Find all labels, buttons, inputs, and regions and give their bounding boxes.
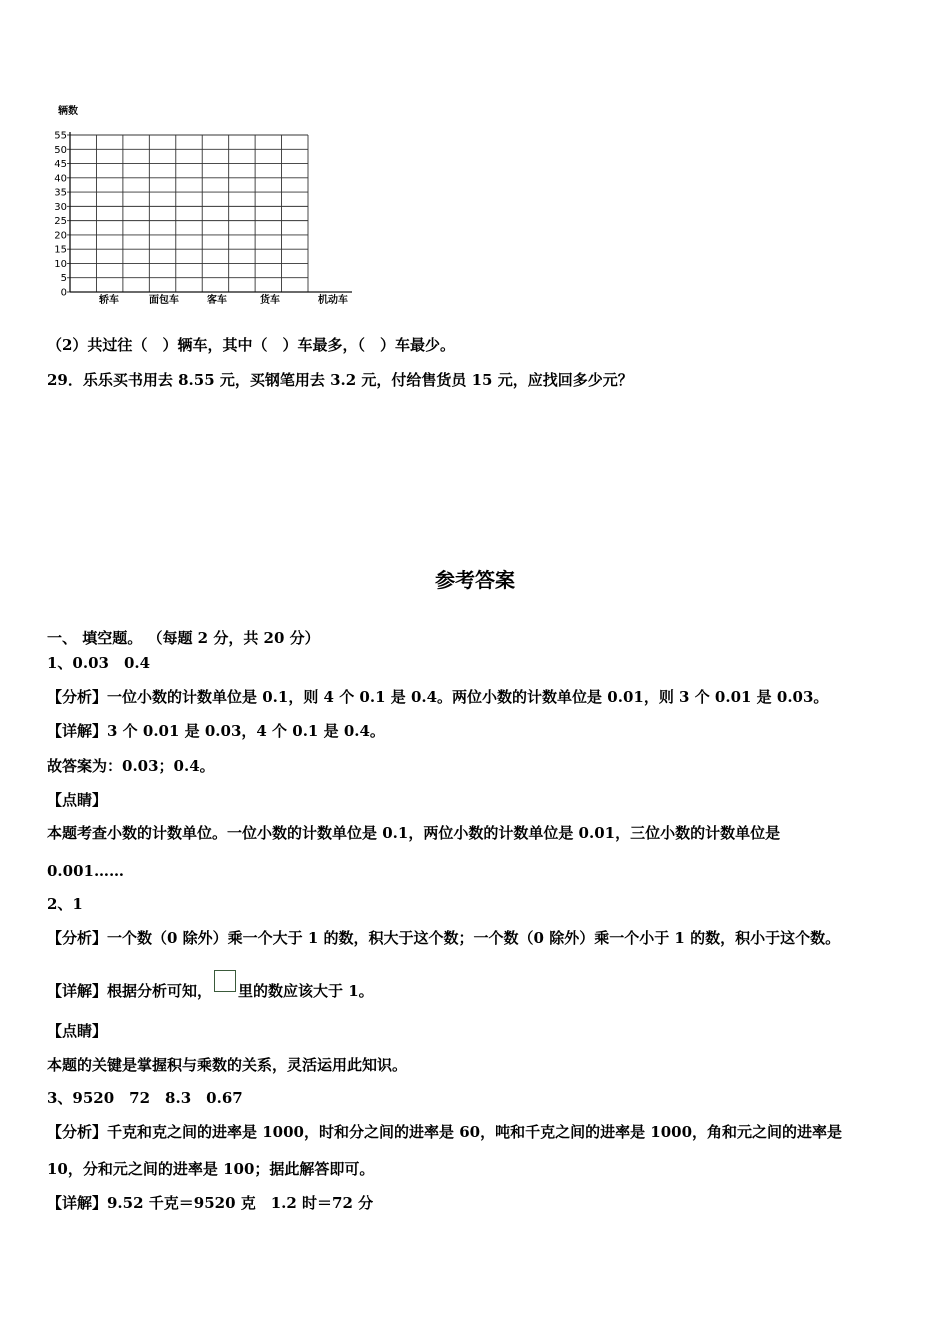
blank-box-icon (214, 970, 236, 992)
answer-1-analysis: 【分析】一位小数的计数单位是 0.1，则 4 个 0.1 是 0.4。两位小数的计数单位是 0.01，则 3 个 0.01 是 0.03。 (47, 688, 829, 706)
answer-3-analysis-line-1: 【分析】千克和克之间的进率是 1000，时和分之间的进率是 60，吨和千克之间的进率是 1000，角和元之间的进率是 (47, 1123, 843, 1141)
x-category-label: 面包车 (149, 295, 179, 306)
x-category-label: 货车 (260, 295, 280, 306)
answer-2-comment: 本题的关键是掌握积与乘数的关系，灵活运用此知识。 (47, 1056, 408, 1074)
section-heading: 一、 填空题。 （每题 2 分，共 20 分） (47, 629, 320, 647)
answer-3-detail: 【详解】9.52 千克＝9520 克 1.2 时＝72 分 (47, 1194, 374, 1212)
x-category-label: 机动车 (318, 295, 348, 306)
answer-1-detail: 【详解】3 个 0.01 是 0.03，4 个 0.1 是 0.4。 (47, 722, 385, 740)
y-tick-label: 45 (54, 159, 67, 171)
answer-2-detail-post: 里的数应该大于 1。 (238, 982, 374, 1000)
answer-1-comment-line-2: 0.001…… (47, 862, 124, 880)
y-tick-label: 15 (54, 244, 67, 256)
answer-2-analysis: 【分析】一个数（0 除外）乘一个大于 1 的数，积大于这个数；一个数（0 除外）乘一个小于 1 的数，积小于这个数。 (47, 929, 841, 947)
y-tick-label: 10 (54, 258, 67, 270)
answer-1-number: 1、0.03 0.4 (47, 654, 151, 672)
answer-1-comment-line-1: 本题考查小数的计数单位。一位小数的计数单位是 0.1，两位小数的计数单位是 0.01，三位小数的计数单位是 (47, 824, 781, 842)
answer-2-comment-label: 【点睛】 (47, 1022, 108, 1040)
answer-1-result: 故答案为：0.03；0.4。 (47, 757, 215, 775)
y-tick-label: 30 (54, 201, 67, 213)
y-tick-label: 20 (54, 230, 67, 242)
y-axis-label: 辆数 (58, 106, 78, 117)
y-tick-label: 50 (54, 144, 67, 156)
y-tick-label: 40 (54, 173, 67, 185)
bar-chart-grid (40, 98, 370, 313)
answer-3-number: 3、9520 72 8.3 0.67 (47, 1089, 243, 1107)
answer-2-detail (47, 970, 374, 1001)
x-category-label: 轿车 (99, 295, 119, 306)
y-tick-label: 25 (54, 216, 67, 228)
x-category-label: 客车 (207, 295, 227, 306)
answer-2-detail-pre: 【详解】根据分析可知， (47, 982, 213, 1000)
y-tick-label: 0 (60, 287, 67, 299)
answer-title: 参考答案 (435, 568, 515, 592)
y-tick-label: 5 (60, 273, 67, 285)
y-tick-label: 35 (54, 187, 67, 199)
answer-2-number: 2、1 (47, 895, 83, 913)
answer-1-comment-label: 【点睛】 (47, 791, 108, 809)
y-tick-label: 55 (54, 130, 67, 142)
question-29: 29．乐乐买书用去 8.55 元，买钢笔用去 3.2 元，付给售货员 15 元，应找回多少元？ (47, 371, 633, 389)
chart-svg (40, 98, 370, 313)
question-28-part-2: （2）共过往（ ）辆车，其中（ ）车最多，（ ）车最少。 (47, 336, 455, 354)
answer-3-analysis-line-2: 10，分和元之间的进率是 100；据此解答即可。 (47, 1160, 375, 1178)
